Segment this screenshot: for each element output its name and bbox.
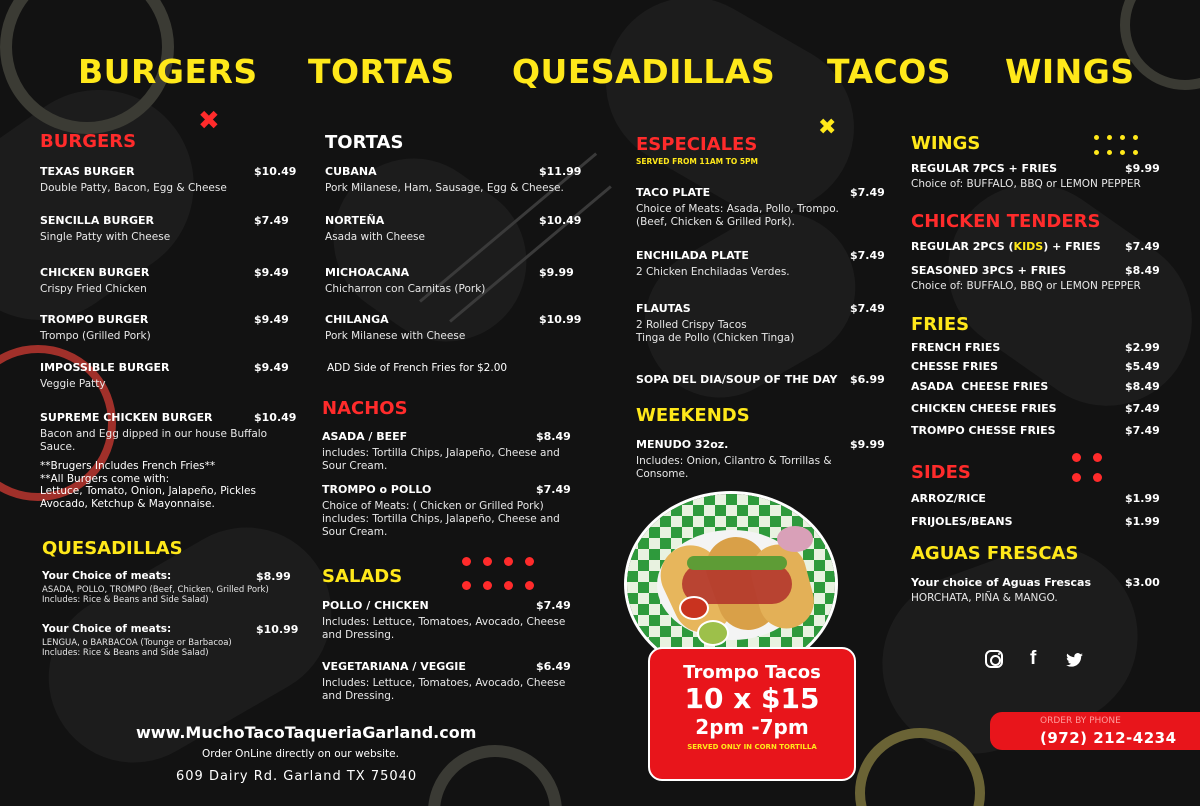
section-title-especiales: ESPECIALES [636,134,758,155]
item-desc: Veggie Patty [40,378,106,390]
menu-item [40,313,295,343]
item-price: $9.99 [1125,162,1160,175]
phone-label: ORDER BY PHONE [1040,716,1121,726]
menu-item [322,430,572,473]
item-desc: 2 Chicken Enchiladas Verdes. [636,266,790,278]
menu-item [40,165,295,195]
menu-item [636,249,886,279]
item-price: $3.00 [1125,576,1160,589]
item-price: $9.99 [539,266,574,279]
menu-item [42,623,297,658]
decor-dots [1066,447,1108,466]
top-nav-tortas: TORTAS [308,52,455,91]
section-title-wings: WINGS [911,133,981,154]
item-name: CHILANGA [325,313,389,326]
section-title-chicken-tenders: CHICKEN TENDERS [911,211,1101,232]
instagram-icon[interactable] [985,650,1003,668]
item-desc: Trompo (Grilled Pork) [40,330,151,342]
menu-item [325,214,580,244]
item-price: $7.49 [536,483,571,496]
top-category-nav [0,52,1200,96]
decor-dots [456,575,540,594]
item-price: $11.99 [539,165,582,178]
item-desc: Pork Milanese, Ham, Sausage, Egg & Cheese. [325,182,564,194]
item-desc: 2 Rolled Crispy Tacos Tinga de Pollo (Chicken Tinga) [636,319,795,344]
menu-item [911,576,1166,605]
item-name: TROMPO CHESSE FRIES [911,424,1056,437]
item-desc: ASADA, POLLO, TROMPO (Beef, Chicken, Grilled Pork) [42,585,269,595]
top-nav-quesadillas: QUESADILLAS [512,52,776,91]
decor-dots [1090,140,1142,159]
item-desc: Choice of: BUFFALO, BBQ or LEMON PEPPER [911,280,1141,292]
x-mark-icon: ✖ [818,115,837,140]
item-name: FRIJOLES/BEANS [911,515,1013,528]
item-name: CHESSE FRIES [911,360,999,373]
item-desc: includes: Tortilla Chips, Jalapeño, Cheese and Sour Cream. [322,447,560,472]
menu-item [636,302,886,345]
decor-dots [456,551,540,570]
section-title-quesadillas: QUESADILLAS [42,538,183,559]
top-nav-burgers: BURGERS [78,52,258,91]
menu-item [911,360,1166,373]
menu-item [325,313,580,343]
item-desc: HORCHATA, PIÑA & MANGO. [911,592,1058,604]
decor-dots [1066,467,1108,486]
item-desc: Choice of Meats: Asada, Pollo, Trompo. (Beef, Chicken & Grilled Pork). [636,203,839,228]
item-price: $10.49 [254,411,297,424]
item-name: SENCILLA BURGER [40,214,154,227]
item-name: Your choice of Aguas Frescas [911,576,1092,589]
item-price: $9.49 [254,361,289,374]
item-name: CUBANA [325,165,377,178]
promo-title: Trompo Tacos [683,662,821,683]
note-line: Avocado, Ketchup & Mayonnaise. [40,497,215,510]
menu-item [636,373,886,386]
item-price: $8.49 [1125,380,1160,393]
menu-item [325,266,580,296]
item-price: $7.49 [850,249,885,262]
item-desc: Includes: Lettuce, Tomatoes, Avocado, Cheese and Dressing. [322,677,566,702]
item-price: $7.49 [850,302,885,315]
facebook-icon[interactable]: f [1030,648,1037,669]
menu-item [911,264,1166,293]
menu-item [911,515,1166,528]
item-desc: Bacon and Egg dipped in our house Buffalo Sauce. [40,428,268,453]
item-price: $7.49 [254,214,289,227]
item-name: MICHOACANA [325,266,410,279]
note-line: **Brugers Includes French Fries** [40,460,216,472]
item-name: SUPREME CHICKEN BURGER [40,411,213,424]
item-price: $7.49 [1125,424,1160,437]
item-price: $8.99 [256,570,291,583]
section-title-aguas-frescas: AGUAS FRESCAS [911,543,1079,564]
menu-item [911,162,1166,191]
order-by-phone-badge[interactable] [990,712,1200,750]
item-name: CHICKEN CHEESE FRIES [911,402,1057,415]
item-name: REGULAR 2PCS (KIDS) + FRIES [911,240,1101,253]
item-desc: Includes: Onion, Cilantro & Torrillas & Consome. [636,455,832,480]
item-desc: Choice of Meats: ( Chicken or Grilled Pork) includes: Tortilla Chips, Jalapeño, Cheese and Sour Cream. [322,500,560,538]
menu-item [40,411,297,454]
menu-item [911,341,1166,354]
website-link[interactable]: www.MuchoTacoTaqueriaGarland.com [136,723,477,742]
menu-item [911,380,1166,393]
item-name: IMPOSSIBLE BURGER [40,361,170,374]
item-name: MENUDO 32oz. [636,438,729,451]
item-name: CHICKEN BURGER [40,266,150,279]
item-price: $9.49 [254,313,289,326]
item-price: $10.49 [254,165,297,178]
section-title-tortas: TORTAS [325,132,404,153]
promo-trompo-tacos [648,647,856,781]
section-title-fries: FRIES [911,314,970,335]
menu-item [911,402,1166,415]
item-desc: Pork Milanese with Cheese [325,330,466,342]
item-price: $10.49 [539,214,582,227]
item-desc: Double Patty, Bacon, Egg & Cheese [40,182,227,194]
item-name: Your Choice of meats: [42,570,172,582]
menu-item [42,570,297,605]
note-line: Lettuce, Tomato, Onion, Jalapeño, Pickles [40,485,256,497]
item-price: $7.49 [1125,240,1160,253]
item-desc: Asada with Cheese [325,231,425,243]
item-name: FLAUTAS [636,302,691,315]
bg-ring [428,745,562,806]
item-price: $6.49 [536,660,571,673]
item-price: $8.49 [1125,264,1160,277]
item-price: $9.99 [850,438,885,451]
item-name: NORTEÑA [325,214,385,227]
item-name: TEXAS BURGER [40,165,135,178]
menu-item [322,599,572,642]
section-title-nachos: NACHOS [322,398,408,419]
promo-note: SERVED ONLY IN CORN TORTILLA [687,743,817,751]
order-online-text: Order OnLine directly on our website. [202,748,399,760]
top-nav-tacos: TACOS [827,52,952,91]
item-name: FRENCH FRIES [911,341,1001,354]
section-title-salads: SALADS [322,566,403,587]
item-name: SOPA DEL DIA/SOUP OF THE DAY [636,373,838,386]
menu-item [40,266,295,296]
tortas-addon: ADD Side of French Fries for $2.00 [327,362,508,374]
item-name: ARROZ/RICE [911,492,986,505]
menu-item [322,483,572,539]
item-name: TROMPO o POLLO [322,483,432,496]
item-name: Your Choice of meats: [42,623,172,635]
item-price: $6.99 [850,373,885,386]
item-price: $10.99 [539,313,582,326]
item-name: TROMPO BURGER [40,313,149,326]
item-name: REGULAR 7PCS + FRIES [911,162,1058,175]
item-desc: Crispy Fried Chicken [40,283,147,295]
item-price: $7.49 [850,186,885,199]
item-price: $8.49 [536,430,571,443]
kids-highlight: KIDS [1013,240,1044,253]
menu-item [322,660,572,703]
menu-item [911,240,1166,253]
item-name: TACO PLATE [636,186,711,199]
item-name: VEGETARIANA / VEGGIE [322,660,466,673]
item-name: ASADA / BEEF [322,430,408,443]
x-mark-icon: ✖ [198,106,220,136]
section-title-weekends: WEEKENDS [636,405,750,426]
promo-price: 10 x $15 [684,682,820,715]
item-name: SEASONED 3PCS + FRIES [911,264,1067,277]
item-desc: Choice of: BUFFALO, BBQ or LEMON PEPPER [911,178,1141,190]
item-price: $5.49 [1125,360,1160,373]
item-desc: Single Patty with Cheese [40,231,171,243]
section-title-burgers: BURGERS [40,131,137,152]
item-price: $10.99 [256,623,299,636]
item-desc: Includes: Rice & Beans and Side Salad) [42,595,209,605]
item-price: $7.49 [536,599,571,612]
menu-item [40,214,295,244]
especiales-subtitle: SERVED FROM 11AM TO 5PM [636,157,759,166]
item-price: $7.49 [1125,402,1160,415]
menu-item [325,165,580,195]
address-text: 609 Dairy Rd. Garland TX 75040 [176,769,418,784]
note-line: **All Burgers come with: [40,472,170,485]
item-price: $2.99 [1125,341,1160,354]
twitter-icon[interactable] [1066,652,1083,666]
item-price: $1.99 [1125,515,1160,528]
item-desc: Chicharron con Carnitas (Pork) [325,283,486,295]
item-desc: LENGUA, o BARBACOA (Tounge or Barbacoa) [42,638,232,648]
menu-item [636,438,886,481]
phone-number: (972) 212-4234 [1040,729,1177,747]
bg-shape [915,151,1200,439]
promo-hours: 2pm -7pm [695,715,809,739]
item-name: ASADA CHEESE FRIES [911,380,1049,393]
item-name: POLLO / CHICKEN [322,599,429,612]
section-title-sides: SIDES [911,462,971,483]
menu-item [636,186,886,229]
item-desc: Includes: Rice & Beans and Side Salad) [42,648,209,658]
burger-notes [40,460,290,510]
menu-item [911,492,1166,505]
menu-item [40,361,295,391]
item-name: ENCHILADA PLATE [636,249,749,262]
item-price: $1.99 [1125,492,1160,505]
item-price: $9.49 [254,266,289,279]
top-nav-wings: WINGS [1005,52,1135,91]
menu-item [911,424,1166,437]
item-desc: Includes: Lettuce, Tomatoes, Avocado, Cheese and Dressing. [322,616,566,641]
